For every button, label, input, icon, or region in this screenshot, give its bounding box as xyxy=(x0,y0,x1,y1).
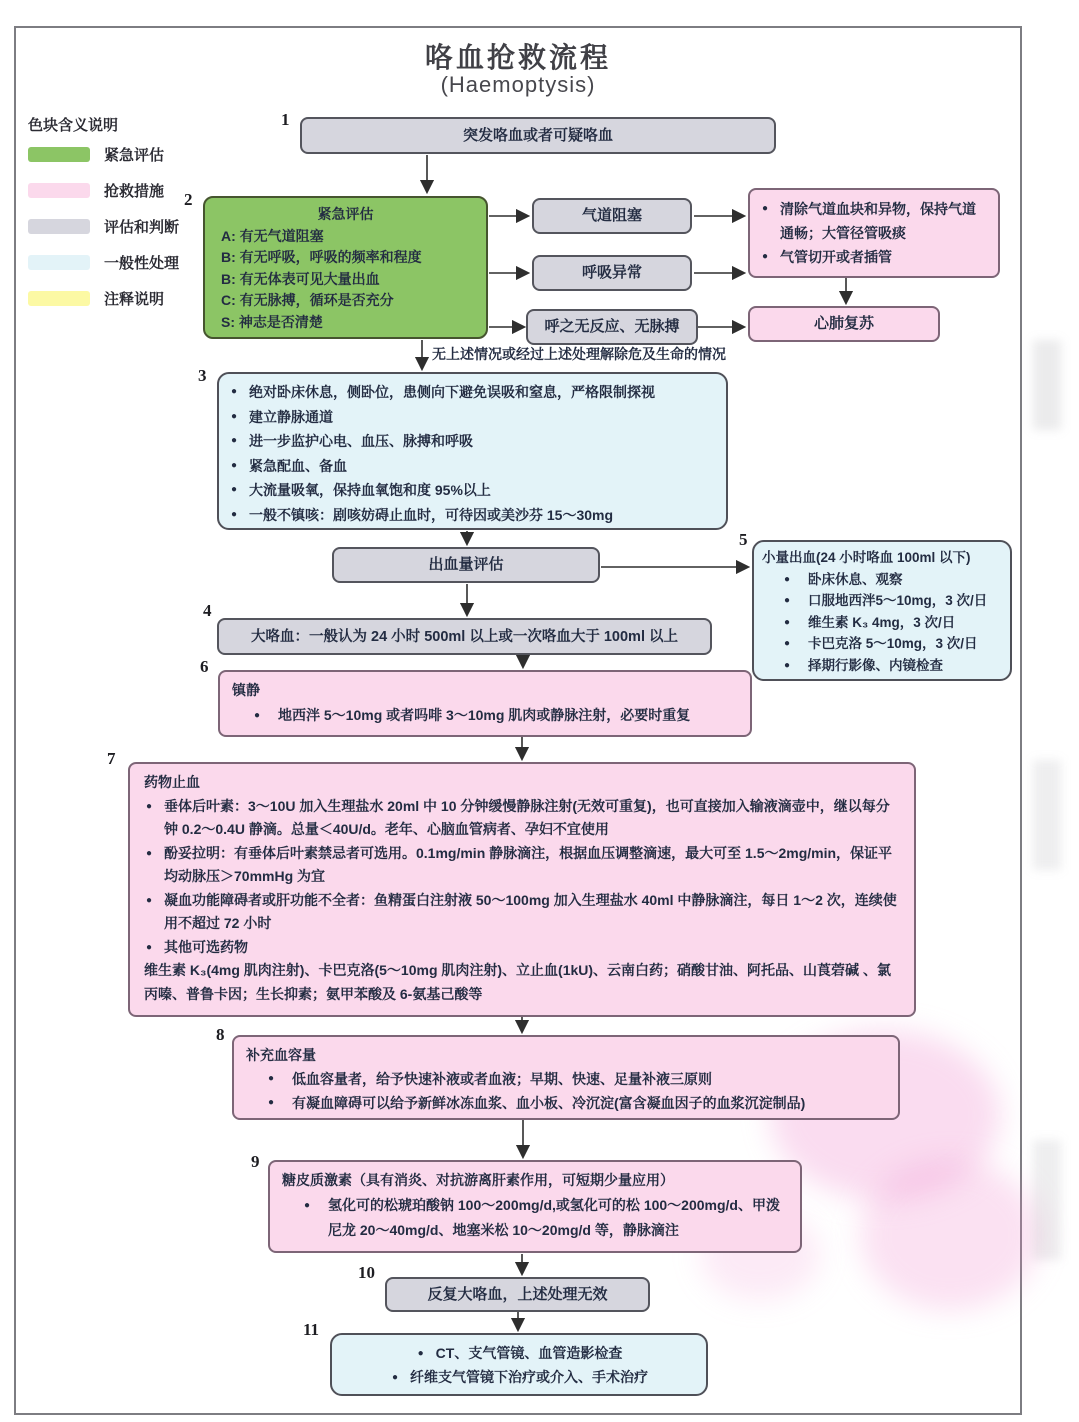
step-number: 6 xyxy=(200,657,209,676)
node-clear-airway xyxy=(748,188,1000,278)
legend-swatch-gray xyxy=(28,219,90,234)
node-abnormal-breathing xyxy=(532,255,692,291)
node-title: 药物止血 xyxy=(144,774,200,790)
node-text: 大咯血：一般认为 24 小时 500ml 以上或一次咯血大于 100ml 以上 xyxy=(250,628,679,645)
bullet-item: ● 纤维支气管镜下治疗或介入、手术治疗 xyxy=(390,1366,648,1390)
bullet-item: ● 择期行影像、内镜检查 xyxy=(762,655,1002,677)
bullet-item: ● CT、支气管镜、血管造影检查 xyxy=(416,1342,623,1366)
bullet-item: ● 酚妥拉明：有垂体后叶素禁忌者可选用。0.1mg/min 静脉滴注，根据血压调整滴速，最大可至 1.5～2mg/min，保证平均动脉压＞70mmHg 为宜 xyxy=(144,842,900,889)
bullet-item: ● 垂体后叶素：3～10U 加入生理盐水 20ml 中 10 分钟缓慢静脉注射(无效可重复)，也可直接加入输液滴壶中，继以每分钟 0.2～0.4U 静滴。总量＜40U/d。老年、心脑血管病者、孕妇不宜使用 xyxy=(144,795,900,842)
assessment-line: B: 有无呼吸，呼吸的频率和程度 xyxy=(221,249,422,265)
assessment-line: B: 有无体表可见大量出血 xyxy=(221,270,380,287)
step-number: 8 xyxy=(216,1025,225,1044)
bullet-item: ● 凝血功能障碍者或肝功能不全者：鱼精蛋白注射液 50～100mg 加入生理盐水 40ml 中静脉滴注，每日 1～2 次，连续使用不超过 72 小时 xyxy=(144,889,900,936)
node-massive-haemoptysis xyxy=(217,618,712,655)
legend-heading: 色块含义说明 xyxy=(28,117,119,134)
step-number: 9 xyxy=(251,1152,260,1171)
legend-swatch-pink xyxy=(28,183,90,198)
legend-label: 一般性处理 xyxy=(104,254,180,272)
legend-label: 注释说明 xyxy=(104,290,165,308)
legend-item xyxy=(28,289,164,307)
assessment-line: A: 有无气道阻塞 xyxy=(221,227,324,244)
bullet-item: ● 卡巴克洛 5～10mg，3 次/日 xyxy=(762,633,1002,655)
node-title: 补充血容量 xyxy=(246,1047,316,1063)
bullet-item: ● 紧急配血、备血 xyxy=(229,454,716,479)
legend-swatch-green xyxy=(28,147,90,162)
assessment-line: C: 有无脉搏，循环是否充分 xyxy=(221,292,394,308)
node-text: 出血量评估 xyxy=(428,556,504,573)
legend-swatch-blue xyxy=(28,255,90,270)
node-sudden-haemoptysis xyxy=(300,117,776,154)
bullet-item: ● 建立静脉通道 xyxy=(229,405,716,430)
bullet-item: ● 维生素 K₃ 4mg，3 次/日 xyxy=(762,612,1002,634)
legend-item xyxy=(28,181,164,199)
page-subtitle: (Haemoptysis) xyxy=(440,72,596,97)
step-number: 1 xyxy=(281,110,290,129)
node-refractory-haemoptysis xyxy=(385,1277,650,1312)
bullet-item: ● 有凝血障碍可以给予新鲜冰冻血浆、血小板、冷沉淀(富含凝血因子的血浆沉淀制品) xyxy=(246,1091,886,1115)
legend-item xyxy=(28,145,164,163)
bullet-item: ● 氢化可的松琥珀酸钠 100～200mg/d,或氢化可的松 100～200mg/d、甲泼尼龙 20～40mg/d、地塞米松 10～20mg/d 等，静脉滴注 xyxy=(282,1193,788,1243)
node-title: 小量出血(24 小时咯血 100ml 以下) xyxy=(762,550,971,565)
node-imaging-intervention xyxy=(330,1333,708,1396)
node-text: 气道阻塞 xyxy=(581,207,642,224)
legend-swatch-yellow xyxy=(28,291,90,306)
node-text: 呼吸异常 xyxy=(581,264,642,281)
step-number: 3 xyxy=(198,366,207,385)
bullet-item: ● 大流量吸氧，保持血氧饱和度 95%以上 xyxy=(229,478,716,503)
page-title: 咯血抢救流程 xyxy=(424,42,611,73)
legend-label: 抢救措施 xyxy=(104,182,165,200)
node-emergency-assessment xyxy=(203,196,488,339)
node-volume-replacement xyxy=(232,1035,900,1120)
node-text: 呼之无反应、无脉搏 xyxy=(544,318,680,335)
bullet-item: ● 一般不镇咳：剧咳妨碍止血时，可待因或美沙芬 15～30mg xyxy=(229,503,716,528)
node-minor-bleeding xyxy=(752,540,1012,681)
bullet-item: ● 口服地西泮5～10mg，3 次/日 xyxy=(762,590,1002,612)
step-number: 10 xyxy=(358,1263,375,1282)
bullet-item: ● 其他可选药物 xyxy=(144,936,900,960)
step-number: 2 xyxy=(184,190,193,209)
step-number: 5 xyxy=(739,530,748,549)
node-text: 反复大咯血，上述处理无效 xyxy=(427,1285,608,1303)
node-glucocorticoids xyxy=(268,1160,802,1253)
bullet-item: ● 气管切开或者插管 xyxy=(760,245,988,269)
node-extra-line: 维生素 K₃(4mg 肌肉注射)、卡巴克洛(5～10mg 肌肉注射)、立止血(1kU)、云南白药；硝酸甘油、阿托品、山莨菪碱 、氯丙嗪、普鲁卡因；生长抑素；氨甲苯酸及 6-氨基己酸等 xyxy=(144,962,891,1002)
connector-label: 无上述情况或经过上述处理解除危及生命的情况 xyxy=(432,346,726,362)
assessment-line: S: 神志是否清楚 xyxy=(221,313,323,330)
step-number: 7 xyxy=(107,749,116,768)
node-cpr xyxy=(748,306,940,342)
bullet-item: ● 卧床休息、观察 xyxy=(762,569,1002,591)
legend-item xyxy=(28,253,179,271)
node-text: 突发咯血或者可疑咯血 xyxy=(462,126,613,144)
node-drug-haemostasis xyxy=(128,762,916,1017)
node-bleeding-volume-assessment xyxy=(332,547,600,583)
node-unresponsive-pulseless xyxy=(526,309,698,345)
legend-item xyxy=(28,217,179,235)
node-title: 紧急评估 xyxy=(317,206,374,222)
legend-label: 紧急评估 xyxy=(104,146,165,164)
node-title: 镇静 xyxy=(232,682,260,698)
step-number: 11 xyxy=(303,1320,320,1339)
bullet-item: ● 清除气道血块和异物，保持气道通畅；大管径管吸痰 xyxy=(760,197,988,245)
bullet-item: ● 绝对卧床休息，侧卧位，患侧向下避免误吸和窒息，严格限制探视 xyxy=(229,380,716,405)
node-general-care xyxy=(217,372,728,530)
node-airway-obstruction xyxy=(532,198,692,234)
node-title: 糖皮质激素（具有消炎、对抗游离肝素作用，可短期少量应用） xyxy=(282,1172,674,1188)
bullet-item: ● 地西泮 5～10mg 或者吗啡 3～10mg 肌肉或静脉注射，必要时重复 xyxy=(232,703,738,728)
legend-label: 评估和判断 xyxy=(104,218,180,236)
step-number: 4 xyxy=(203,601,212,620)
node-sedation xyxy=(218,670,752,737)
bullet-item: ● 进一步监护心电、血压、脉搏和呼吸 xyxy=(229,429,716,454)
node-text: 心肺复苏 xyxy=(813,315,874,332)
bullet-item: ● 低血容量者，给予快速补液或者血液；早期、快速、足量补液三原则 xyxy=(246,1067,886,1091)
